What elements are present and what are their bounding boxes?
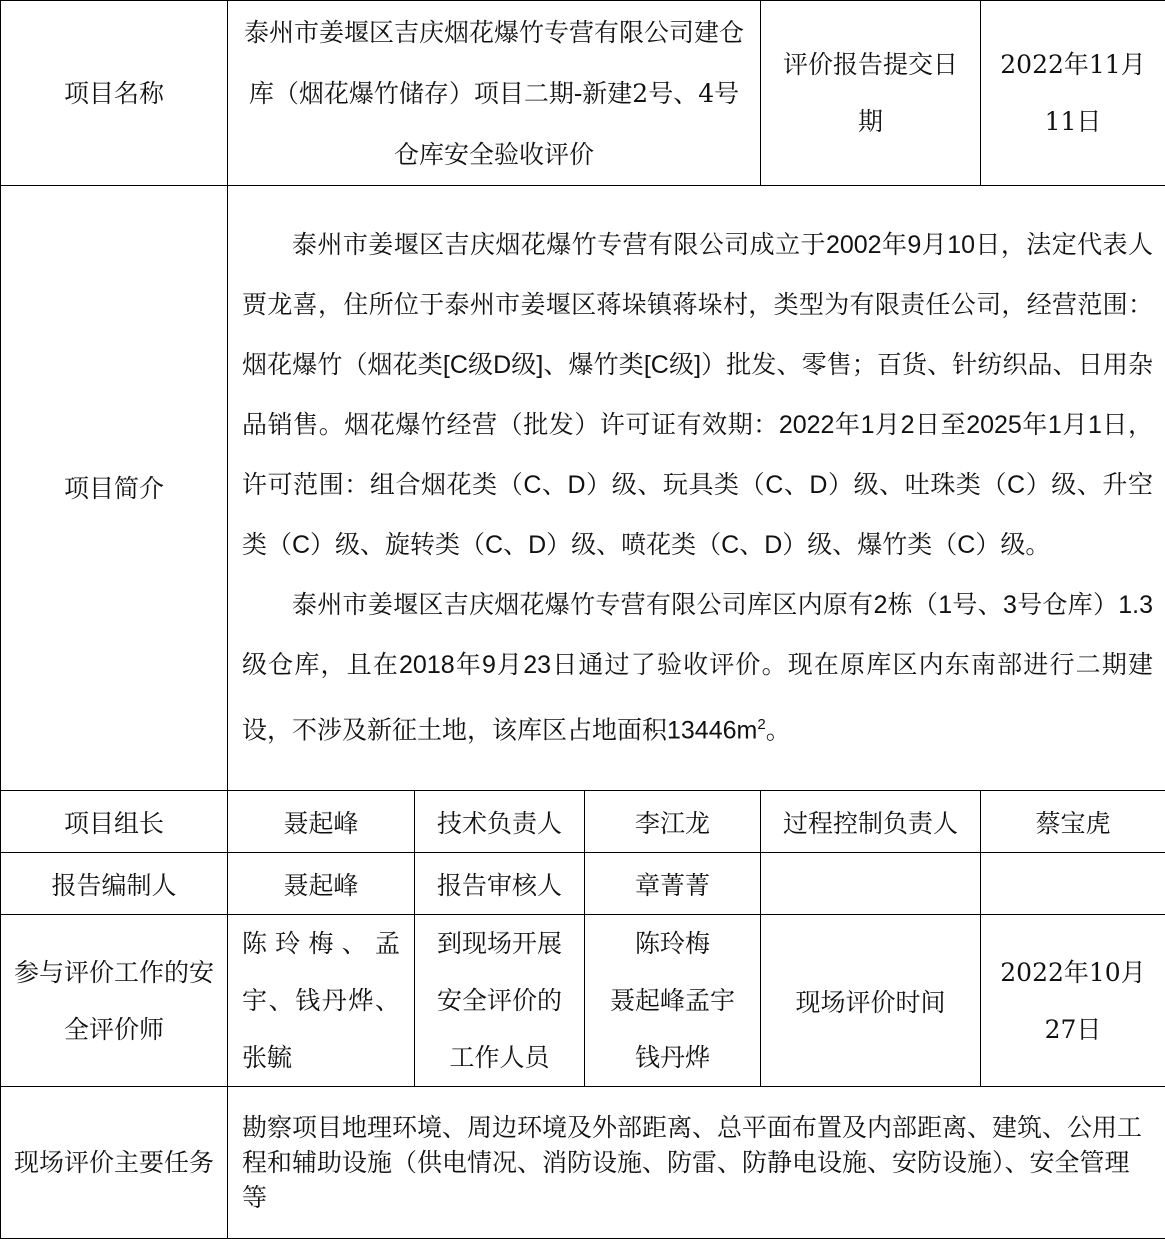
report-author-value: 聂起峰 [228,853,415,915]
intro-paragraph-2 [242,575,1153,760]
process-control-label: 过程控制负责人 [761,791,981,853]
row-evaluators [1,915,1165,1087]
project-name-value: 泰州市姜堰区吉庆烟花爆竹专营有限公司建仓库（烟花爆竹储存）项目二期-新建2号、4号仓库安全验收评价 [228,1,761,186]
empty-cell [981,853,1165,915]
evaluators-value: 陈玲梅、孟宇、钱丹烨、张毓 [228,915,415,1087]
tech-lead-value: 李江龙 [585,791,761,853]
report-reviewer-label: 报告审核人 [415,853,585,915]
onsite-staff-line: 陈玲梅 [595,915,750,972]
report-author-label: 报告编制人 [1,853,228,915]
team-leader-value: 聂起峰 [228,791,415,853]
empty-cell [761,853,981,915]
project-intro-label: 项目简介 [1,186,228,791]
tech-lead-label: 技术负责人 [415,791,585,853]
onsite-time-label: 现场评价时间 [761,915,981,1087]
submit-date-value: 2022年11月11日 [981,1,1165,186]
row-main-tasks [1,1087,1165,1239]
row-project-intro [1,186,1165,791]
project-name-label: 项目名称 [1,1,228,186]
process-control-value: 蔡宝虎 [981,791,1165,853]
onsite-staff-line: 聂起峰孟宇 [595,972,750,1029]
intro-paragraph-2-end: 。 [766,717,791,745]
onsite-staff-value [585,915,761,1087]
row-report-author [1,853,1165,915]
team-leader-label: 项目组长 [1,791,228,853]
intro-paragraph-2-text: 泰州市姜堰区吉庆烟花爆竹专营有限公司库区内原有2栋（1号、3号仓库）1.3级仓库，且在2018年9月23日通过了验收评价。现在原库区内东南部进行二期建设，不涉及新征土地，该库区占地面积13446m [242,591,1153,744]
submit-date-label: 评价报告提交日期 [761,1,981,186]
main-tasks-label: 现场评价主要任务 [1,1087,228,1239]
row-project-name [1,1,1165,186]
project-intro-body [228,186,1165,791]
onsite-staff-label: 到现场开展安全评价的工作人员 [415,915,585,1087]
evaluators-label: 参与评价工作的安全评价师 [1,915,228,1087]
intro-paragraph-1: 泰州市姜堰区吉庆烟花爆竹专营有限公司成立于2002年9月10日，法定代表人贾龙喜，住所位于泰州市姜堰区蒋垛镇蒋垛村，类型为有限责任公司，经营范围：烟花爆竹（烟花类[C级D级]、爆竹类[C级]）批发、零售；百货、针纺织品、日用杂品销售。烟花爆竹经营（批发）许可证有效期：2022年1月2日至2025年1月1日，许可范围：组合烟花类（C、D）级、玩具类（C、D）级、吐珠类（C）级、升空类（C）级、旋转类（C、D）级、喷花类（C、D）级、爆竹类（C）级。 [242,215,1153,575]
onsite-staff-line: 钱丹烨 [595,1029,750,1086]
row-team-leader [1,791,1165,853]
onsite-time-value: 2022年10月27日 [981,915,1165,1087]
area-unit-superscript: 2 [757,716,765,733]
main-tasks-value: 勘察项目地理环境、周边环境及外部距离、总平面布置及内部距离、建筑、公用工程和辅助设施（供电情况、消防设施、防雷、防静电设施、安防设施）、安全管理等 [228,1087,1165,1239]
report-reviewer-value: 章菁菁 [585,853,761,915]
